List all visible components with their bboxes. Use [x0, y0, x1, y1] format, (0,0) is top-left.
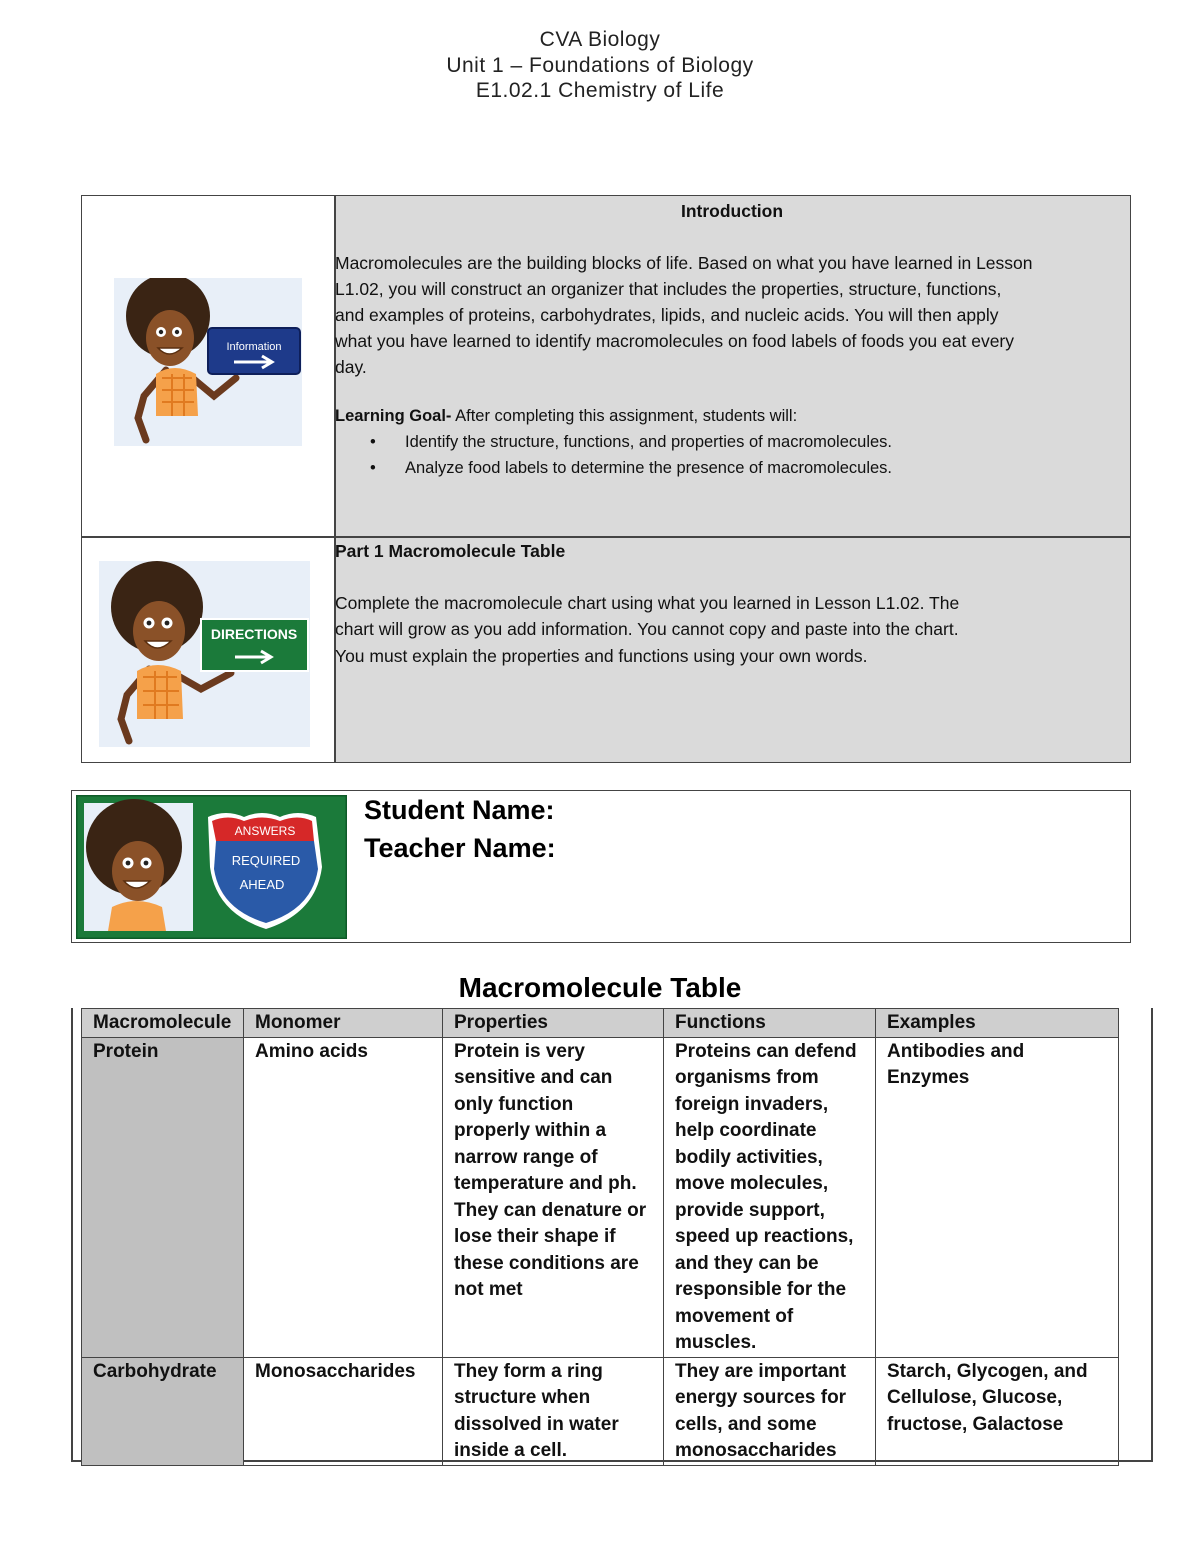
cell-macromolecule: Carbohydrate	[82, 1357, 244, 1465]
directions-sign-illustration	[99, 561, 310, 747]
cell-properties[interactable]: They form a ring structure when dissolved in water inside a cell.	[443, 1357, 664, 1465]
bullet-dot: •	[370, 459, 376, 477]
part1-line-2: chart will grow as you add information. You cannot copy and paste into the chart.	[335, 619, 959, 639]
shield-text-top: ANSWERS	[234, 824, 296, 838]
intro-line-2: L1.02, you will construct an organizer that includes the properties, structure, functions,	[335, 279, 1002, 299]
macromolecule-table-title: Macromolecule Table	[458, 972, 742, 1003]
cell-examples[interactable]: Starch, Glycogen, and Cellulose, Glucose, fructose, Galactose	[876, 1357, 1119, 1465]
intro-heading: Introduction	[680, 201, 784, 221]
intro-line-5: day.	[335, 357, 367, 377]
part1-line-1: Complete the macromolecule chart using what you learned in Lesson L1.02. The	[335, 593, 960, 613]
cell-functions[interactable]: Proteins can defend organisms from foreign invaders, help coordinate bodily activities, move molecules, provide support, speed up reactions, and they can be responsible for the movement of muscles.	[664, 1037, 876, 1357]
information-sign-illustration	[114, 278, 302, 446]
cell-functions[interactable]: They are important energy sources for cells, and some monosaccharides	[664, 1357, 876, 1465]
goal-bullet-1: Identify the structure, functions, and properties of macromolecules.	[405, 433, 892, 451]
table-header-row	[82, 1009, 1119, 1038]
doc-title-lesson: E1.02.1 Chemistry of Life	[475, 79, 725, 102]
teacher-name-label: Teacher Name:	[364, 833, 556, 863]
learning-goal-text: After completing this assignment, students will:	[451, 407, 798, 425]
intro-line-3: and examples of proteins, carbohydrates, lipids, and nucleic acids. You will then apply	[335, 305, 999, 325]
header-macromolecule: Macromolecule	[82, 1009, 244, 1038]
header-functions: Functions	[664, 1009, 876, 1038]
cell-monomer[interactable]: Amino acids	[244, 1037, 443, 1357]
cell-examples[interactable]: Antibodies and Enzymes	[876, 1037, 1119, 1357]
intro-line-1: Macromolecules are the building blocks of life. Based on what you have learned in Lesson	[335, 253, 1033, 273]
cell-properties[interactable]: Protein is very sensitive and can only function properly within a narrow range of temperature and ph. They can denature or lose their shape if these conditions are not met	[443, 1037, 664, 1357]
goal-bullet-2: Analyze food labels to determine the presence of macromolecules.	[405, 459, 893, 477]
header-examples: Examples	[876, 1009, 1119, 1038]
bullet-dot: •	[370, 433, 376, 451]
cell-monomer[interactable]: Monosaccharides	[244, 1357, 443, 1465]
learning-goal	[335, 403, 797, 429]
student-info-box	[71, 790, 1131, 943]
macromolecule-table	[81, 1008, 1119, 1466]
intro-line-4: what you have learned to identify macromolecules on food labels of foods you eat every	[335, 331, 1015, 351]
shield-text-middle: REQUIRED	[231, 853, 301, 868]
answers-required-illustration	[76, 795, 347, 939]
header-properties: Properties	[443, 1009, 664, 1038]
student-name-label: Student Name:	[364, 795, 555, 825]
doc-title-unit: Unit 1 – Foundations of Biology	[446, 54, 754, 77]
table-row	[82, 1037, 1119, 1357]
learning-goal-label: Learning Goal-	[335, 407, 452, 425]
information-sign-text: Information	[226, 341, 282, 353]
cell-macromolecule: Protein	[82, 1037, 244, 1357]
doc-title-course: CVA Biology	[539, 28, 661, 51]
part1-heading: Part 1 Macromolecule Table	[335, 541, 566, 561]
table-row	[82, 1357, 1119, 1465]
header-monomer: Monomer	[244, 1009, 443, 1038]
part1-line-3: You must explain the properties and functions using your own words.	[335, 646, 868, 666]
directions-sign-text: DIRECTIONS	[210, 626, 298, 642]
shield-text-bottom: AHEAD	[239, 877, 285, 892]
